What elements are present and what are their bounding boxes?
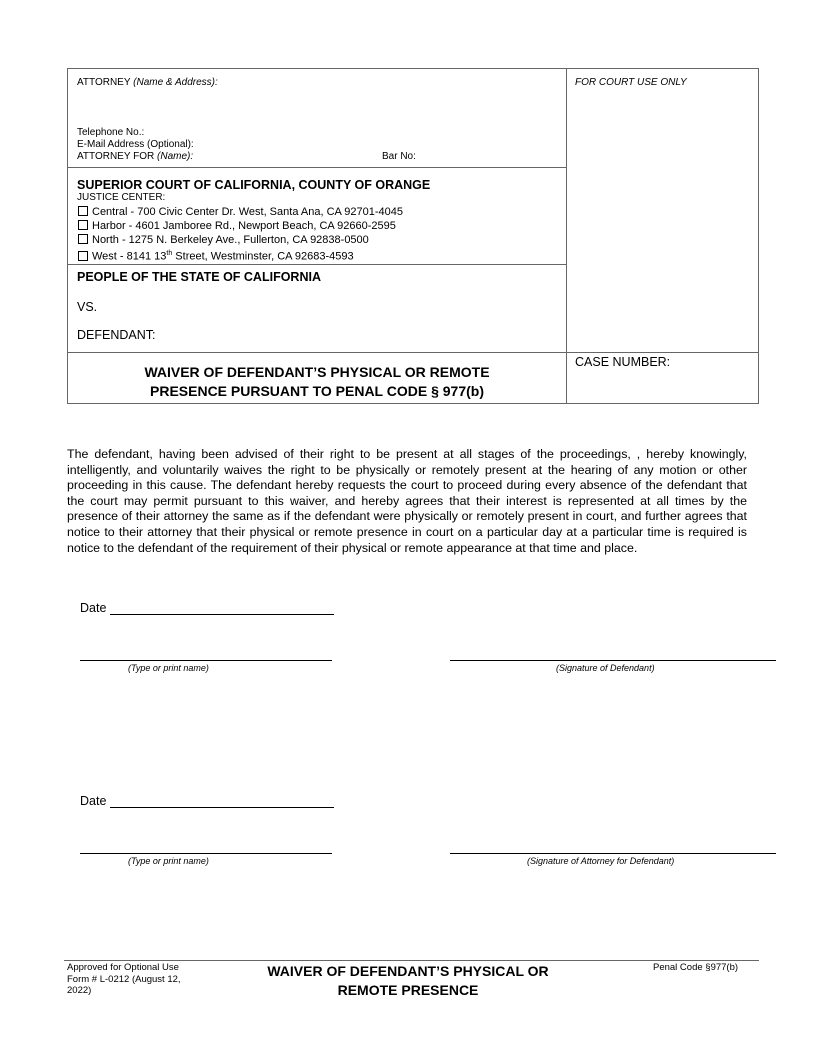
name-line[interactable] [80, 853, 332, 854]
name-caption: (Type or print name) [128, 856, 209, 866]
email-label: E-Mail Address (Optional): [77, 139, 194, 150]
footer-title [208, 962, 608, 1000]
date-label: Date [80, 601, 107, 615]
form-title-line: PRESENCE PURSUANT TO PENAL CODE § 977(b) [150, 383, 484, 399]
justice-center-label: JUSTICE CENTER: [77, 192, 166, 203]
defendant-signature-line[interactable] [450, 660, 776, 661]
attorney-label: ATTORNEY [77, 77, 131, 88]
center-option-central[interactable] [78, 205, 403, 219]
name-caption: (Type or print name) [128, 663, 209, 673]
footer-title-line: WAIVER OF DEFENDANT’S PHYSICAL OR [267, 963, 549, 979]
name-line[interactable] [80, 660, 332, 661]
center-label-superscript: th [166, 250, 173, 257]
center-label: Central - 700 Civic Center Dr. West, Santa Ana, CA 92701-4045 [92, 206, 404, 218]
footer-title-line: REMOTE PRESENCE [337, 982, 479, 998]
attorney-signature-caption: (Signature of Attorney for Defendant) [527, 856, 675, 866]
attorney-signature-line[interactable] [450, 853, 776, 854]
center-option-west[interactable] [78, 247, 354, 264]
row-divider [68, 167, 566, 168]
attorney-for-field[interactable] [77, 151, 193, 163]
waiver-paragraph: The defendant, having been advised of their right to be present at all stages of the proceedings, , hereby knowingly, intelligently, and voluntarily waives the right to be physically or remotely present at the hearing of any motion or other proceeding in this cause. The defendant hereby requests the court to proceed during every absence of the defendant that the court may permit pursuant to this waiver, and hereby agrees that their interest is represented at all times by the presence of their attorney the same as if the defendant were physically or remotely present in court, and further agrees that notice to their attorney that their physical or remote presence in court on a particular day at a particular time is required is notice to the defendant of the requirement of their physical or remote appearance at that time and place. [67, 447, 747, 555]
attorney-for-label: ATTORNEY FOR [77, 151, 155, 162]
checkbox[interactable] [78, 234, 88, 244]
attorney-field[interactable] [77, 77, 218, 89]
defendant-signature-caption: (Signature of Defendant) [556, 663, 655, 673]
plaintiff-name: PEOPLE OF THE STATE OF CALIFORNIA [77, 270, 321, 284]
date-line[interactable] [110, 807, 334, 808]
attorney-hint: (Name & Address): [133, 77, 218, 88]
telephone-label: Telephone No.: [77, 127, 145, 138]
bar-no-label: Bar No: [382, 151, 416, 162]
approval-note [67, 962, 181, 997]
case-number-label: CASE NUMBER: [575, 355, 671, 369]
checkbox[interactable] [78, 220, 88, 230]
form-title-line: WAIVER OF DEFENDANT’S PHYSICAL OR REMOTE [144, 364, 490, 380]
center-label: North - 1275 N. Berkeley Ave., Fullerton, CA 92838-0500 [92, 234, 369, 246]
approval-line: Form # L-0212 (August 12, [67, 973, 181, 985]
center-label: Harbor - 4601 Jamboree Rd., Newport Beach, CA 92660-2595 [92, 220, 396, 232]
vs-label: VS. [77, 300, 98, 314]
attorney-for-hint: (Name): [157, 151, 194, 162]
center-label: Street, Westminster, CA 92683-4593 [172, 250, 354, 263]
approval-line: 2022) [67, 985, 92, 996]
checkbox[interactable] [78, 251, 88, 261]
approval-line: Approved for Optional Use [67, 962, 179, 973]
court-use-label: FOR COURT USE ONLY [575, 77, 687, 88]
row-divider [68, 264, 566, 265]
center-label: West - 8141 13 [92, 250, 167, 263]
checkbox[interactable] [78, 206, 88, 216]
center-option-harbor[interactable] [78, 219, 396, 233]
penal-code-reference: Penal Code §977(b) [653, 962, 739, 973]
center-option-north[interactable] [78, 233, 369, 247]
date-label: Date [80, 794, 107, 808]
date-line[interactable] [110, 614, 334, 615]
footer-rule [64, 960, 759, 961]
caption-table [67, 68, 759, 404]
form-title [68, 363, 566, 401]
defendant-label: DEFENDANT: [77, 328, 156, 342]
row-divider [68, 352, 758, 353]
court-name: SUPERIOR COURT OF CALIFORNIA, COUNTY OF ORANGE [77, 178, 431, 192]
